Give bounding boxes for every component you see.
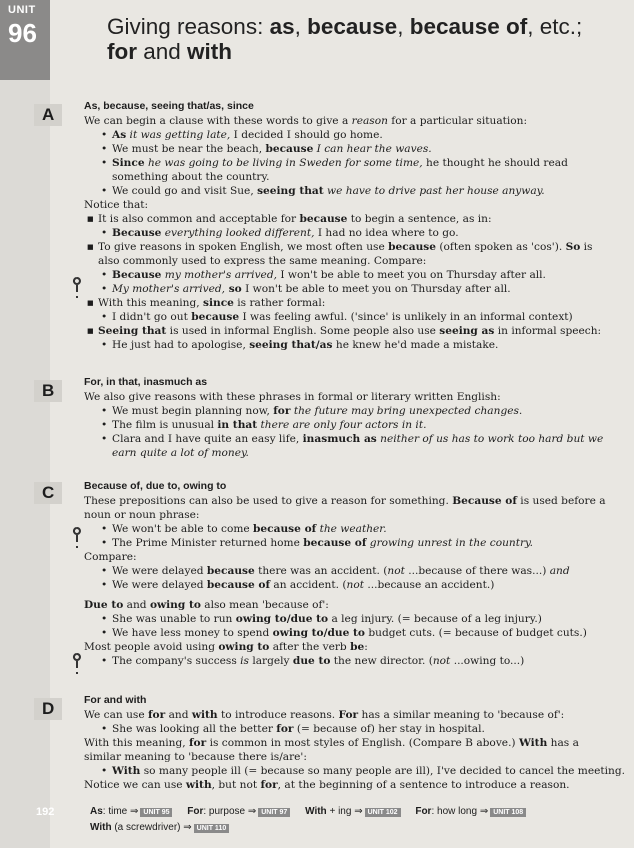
section-c-body: These prepositions can also be used to give a reason for something. Because of is used before a noun or noun phrase: • We won't be able to come because of the weather. • The Prime Minister returned home because of growing unrest in the country. Compare: • We were delayed because there was an accident. (not ...because of there was...) and • We were delayed because of an accident. (not ...because an accident.) Due to and owing to also mean 'because of': • She was unable to run owing to/due to a leg injury. (= because of a leg injury.) • We have less money to spend owing to/due to budget cuts. (= because of budget cuts.) Most people avoid using owing to after the verb be: • The company's success is largely due to the new director. (not ...owing to...) [84, 494, 604, 668]
section-c-letter: C [34, 482, 62, 504]
sidebar-strip [0, 0, 50, 848]
xref-as[interactable]: As: time ⇒ UNIT 95 [90, 806, 184, 817]
section-a-body: We can begin a clause with these words to give a reason for a particular situation: • As it was getting late, I decided I should go home. • We must be near the beach, because I can hear the waves. • Since he was going to be living in Sweden for some time, he thought he should read something about the country. • We could go and visit Sue, seeing that we have to drive past her house anyway. Notice that: ■ It is also common and acceptable for because to begin a sentence, as in: • Because everything looked different, I had no idea where to go. ■ To give reasons in spoken English, we most often use because (often spoken as 'cos'). So is also commonly used to express the same meaning. Compare: • Because my mother's arrived, I won't be able to meet you on Thursday after all. • My mother's arrived, so I won't be able to meet you on Thursday after all. ■ With this meaning, since is rather formal: • I didn't go out because I was feeling awful. ('since' is unlikely in an informal context) ■ Seeing that is used in informal English. Some people also use seeing as in informal speech: • He just had to apologise, seeing that/as he knew he'd made a mistake. [84, 114, 604, 352]
section-c-heading: Because of, due to, owing to [84, 480, 227, 492]
unit-label: UNIT [8, 4, 36, 16]
page-number: 192 [36, 806, 55, 818]
unit-badge [0, 0, 50, 80]
section-a-heading: As, because, seeing that/as, since [84, 100, 254, 112]
xref-for-purpose[interactable]: For: purpose ⇒ UNIT 97 [187, 806, 302, 817]
xref-with-screwdriver[interactable]: With (a screwdriver) ⇒ UNIT 110 [90, 822, 241, 833]
warning-icon [72, 276, 82, 302]
section-d-heading: For and with [84, 694, 147, 706]
cross-references-row2 [90, 822, 241, 833]
warning-icon [72, 652, 82, 678]
section-b-heading: For, in that, inasmuch as [84, 376, 208, 388]
section-b-letter: B [34, 380, 62, 402]
cross-references-row1 [90, 806, 538, 817]
section-a-letter: A [34, 104, 62, 126]
page-title: Giving reasons: as, because, because of, etc.; for and with [107, 14, 583, 64]
section-d-letter: D [34, 698, 62, 720]
xref-for-how-long[interactable]: For: how long ⇒ UNIT 108 [415, 806, 538, 817]
xref-with-ing[interactable]: With + ing ⇒ UNIT 102 [305, 806, 412, 817]
warning-icon [72, 526, 82, 552]
section-d-body: We can use for and with to introduce reasons. For has a similar meaning to 'because of': • She was looking all the better for (= because of) her stay in hospital. With this meaning, for is common in most styles of English. (Compare B above.) With has a similar meaning to 'because there is/are': • With so many people ill (= because so many people are ill), I've decided to cancel the meeting. Notice we can use with, but not for, at the beginning of a sentence to introduce a reason. [84, 708, 604, 792]
section-b-body: We also give reasons with these phrases in formal or literary written English: • We must begin planning now, for the future may bring unexpected changes. • The film is unusual in that there are only four actors in it. • Clara and I have quite an easy life, inasmuch as neither of us has to work too hard but we earn quite a lot of money. [84, 390, 604, 460]
unit-number: 96 [8, 18, 37, 48]
